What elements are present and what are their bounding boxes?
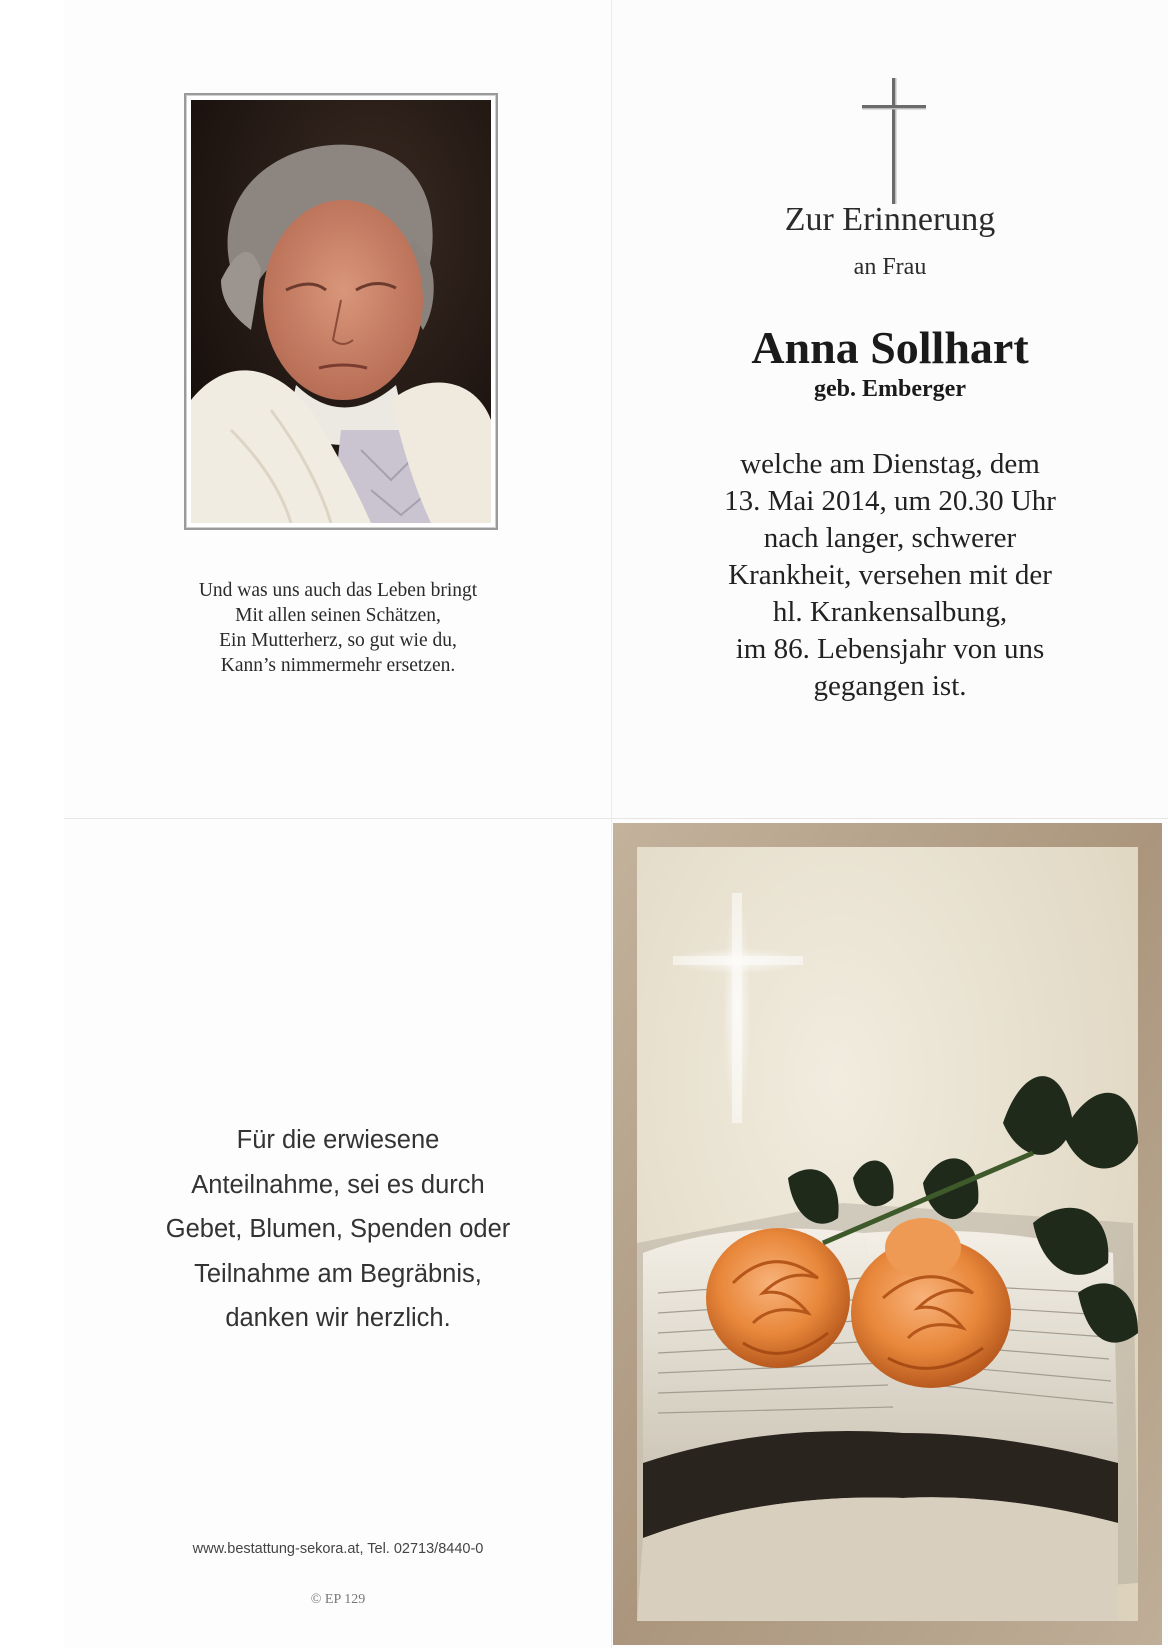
announcement-line: im 86. Lebensjahr von uns	[735, 633, 1045, 665]
birth-name: geb. Emberger	[814, 376, 966, 402]
thanks-line: Anteilnahme, sei es durch	[191, 1170, 485, 1199]
heading: Zur Erinnerung	[784, 201, 996, 238]
announcement-line: 13. Mai 2014, um 20.30 Uhr	[724, 485, 1056, 517]
announcement-line: gegangen ist.	[813, 670, 967, 702]
thanks-line: Für die erwiesene	[236, 1126, 440, 1154]
announcement-line: hl. Krankensalbung,	[772, 596, 1008, 628]
poem-line: Kann’s nimmermehr ersetzen.	[220, 655, 456, 676]
poem	[64, 578, 612, 678]
vertical-fold-line	[611, 0, 612, 1648]
horizontal-fold-line	[64, 818, 1168, 819]
portrait-photo-icon	[191, 100, 491, 523]
portrait-frame	[184, 93, 498, 530]
thanks-line: Gebet, Blumen, Spenden oder	[165, 1215, 511, 1243]
subheading: an Frau	[853, 254, 927, 280]
poem-line: Mit allen seinen Schätzen,	[235, 605, 441, 626]
announcement-line: nach langer, schwerer	[763, 522, 1017, 554]
announcement	[612, 446, 1168, 705]
cross-icon	[862, 78, 926, 204]
poem-line: Und was uns auch das Leben bringt	[198, 580, 478, 601]
roses-on-book-icon	[613, 823, 1162, 1645]
roses-on-book-image	[613, 823, 1162, 1645]
product-code: © EP 129	[310, 1592, 366, 1607]
announcement-line: Krankheit, versehen mit der	[728, 559, 1052, 591]
deceased-name: Anna Sollhart	[751, 322, 1029, 373]
poem-line: Ein Mutterherz, so gut wie du,	[219, 630, 457, 651]
announcement-line: welche am Dienstag, dem	[740, 448, 1040, 480]
thanks-line: Teilnahme am Begräbnis,	[194, 1259, 482, 1288]
thanks-text	[64, 1118, 612, 1341]
imprint: www.bestattung-sekora.at, Tel. 02713/8440-0	[192, 1541, 484, 1557]
thanks-line: danken wir herzlich.	[225, 1304, 451, 1332]
